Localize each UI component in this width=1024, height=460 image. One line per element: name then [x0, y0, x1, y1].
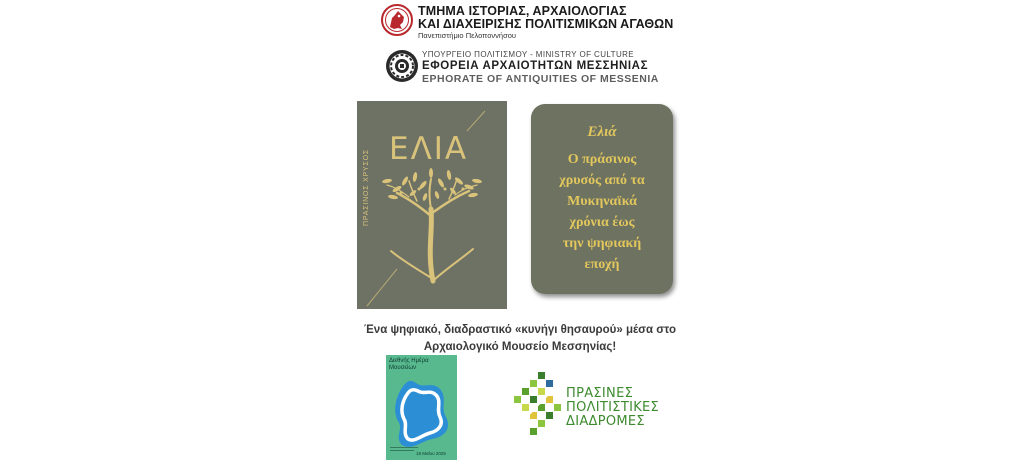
olive-tree-icon [357, 101, 507, 309]
poster-title [389, 358, 429, 371]
meander-seal-icon [385, 49, 419, 83]
panel-line: την ψηφιακή [562, 236, 642, 251]
panel-line: Μυκηναϊκά [567, 194, 637, 209]
cover-title: ΕΛΙΑ [389, 131, 469, 167]
routes-line3: ΔΙΑΔΡΟΜΕΣ [566, 414, 645, 429]
routes-line1: ΠΡΑΣΙΝΕΣ [566, 386, 634, 401]
panel-line: χρυσός από τα [559, 173, 645, 188]
ministry-label: ΥΠΟΥΡΓΕΙΟ ΠΟΛΙΤΙΣΜΟΥ - MINISTRY OF CULTURE [422, 50, 635, 59]
poster-title-line1: Διεθνής Ημέρα [389, 358, 429, 364]
panel-title: Ελιά [587, 124, 617, 140]
university-seal-icon [381, 3, 413, 37]
panel-subtitle [531, 149, 673, 275]
museum-day-poster [386, 355, 457, 460]
poster-title-line2: Μουσείων [389, 364, 417, 371]
invitation-line1: Ένα ψηφιακό, διαδραστικό «κυνήγι θησαυρού» μέσα στο [364, 324, 676, 336]
panel-line: χρόνια έως [569, 215, 635, 230]
university-name: Πανεπιστήμιο Πελοποννήσου [418, 31, 516, 40]
cover-vertical-text: ΠΡΑΣΙΝΟΣ ΧΡΥΣΟΣ [363, 148, 370, 226]
invitation-line2: Αρχαιολογικό Μουσείο Μεσσηνίας! [423, 341, 617, 353]
mosaic-squares-icon [508, 370, 564, 438]
title-panel [531, 104, 673, 294]
ephorate-name-english: EPHORATE OF ANTIQUITIES OF MESSENIA [422, 73, 659, 85]
department-name-line1: ΤΜΗΜΑ ΙΣΤΟΡΙΑΣ, ΑΡΧΑΙΟΛΟΓΙΑΣ [418, 4, 627, 18]
department-name-line2: ΚΑΙ ΔΙΑΧΕΙΡΙΣΗΣ ΠΟΛΙΤΙΣΜΙΚΩΝ ΑΓΑΘΩΝ [418, 17, 674, 31]
routes-line2: ΠΟΛΙΤΙΣΤΙΚΕΣ [566, 400, 660, 415]
panel-line: εποχή [584, 257, 620, 272]
invitation-text [300, 322, 740, 356]
panel-line: Ο πράσινος [567, 152, 637, 167]
ephorate-name-greek: ΕΦΟΡΕΙΑ ΑΡΧΑΙΟΤΗΤΩΝ ΜΕΣΣΗΝΙΑΣ [422, 60, 649, 72]
book-cover [357, 101, 507, 309]
poster-date: 18 Μαΐου 2025 [416, 451, 446, 456]
